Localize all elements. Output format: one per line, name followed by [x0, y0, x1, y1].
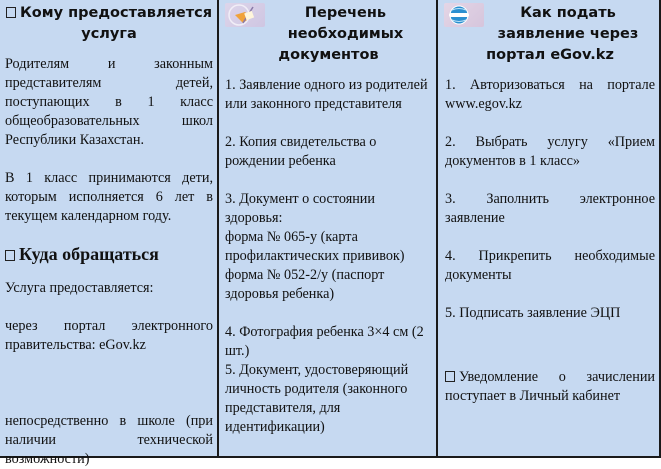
doc-item-2: 2. Копия свидетельства о рождении ребенка	[225, 134, 377, 169]
how-to-apply-heading: Как подать заявление через	[497, 5, 639, 42]
apply-option-egov: через портал электронного правительства: eGov.kz	[5, 318, 213, 353]
egov-globe-icon	[444, 3, 484, 27]
documents-heading-line3: документов	[278, 47, 379, 63]
document-check-icon	[225, 3, 265, 27]
column-who-heading: Кому предоставляется услуга	[5, 3, 213, 45]
step-3: 3. Заполнить электронное заявление	[445, 191, 655, 226]
doc-item-1: 1. Заявление одного из родителей или законного представителя	[225, 77, 428, 112]
who-paragraph-2: В 1 класс принимаются дети, которым исполняется 6 лет в текущем календарном году.	[5, 170, 213, 224]
step-4: 4. Прикрепить необходимые документы	[445, 248, 655, 283]
column-how-to-apply	[438, 0, 659, 456]
how-to-apply-heading-line3: портал eGov.kz	[486, 47, 614, 63]
checkbox-glyph-icon	[445, 371, 455, 382]
doc-item-3-form-052: форма № 052-2/у (паспорт здоровья ребенка)	[225, 267, 385, 302]
apply-option-school: непосредственно в школе (при наличии технической возможности)	[5, 413, 213, 467]
where-to-apply-heading: Куда обращаться	[5, 243, 213, 265]
enrollment-notice: Уведомление о зачислении поступает в Личный кабинет	[445, 369, 655, 404]
doc-item-4: 4. Фотография ребенка 3×4 см (2 шт.)	[225, 324, 424, 359]
column-who-receives	[0, 0, 219, 467]
doc-item-3-form-065: форма № 065-у (карта профилактических прививок)	[225, 229, 405, 264]
checkbox-glyph-icon	[5, 250, 15, 261]
column-required-documents	[219, 0, 438, 456]
documents-heading: Перечень необходимых	[287, 5, 404, 42]
step-1: 1. Авторизоваться на портале www.egov.kz	[445, 77, 655, 112]
doc-item-5: 5. Документ, удостоверяющий личность родителя (законного представителя, для идентификации)	[225, 362, 409, 435]
step-2: 2. Выбрать услугу «Прием документов в 1 класс»	[445, 134, 655, 169]
step-5: 5. Подписать заявление ЭЦП	[445, 305, 621, 321]
service-intro: Услуга предоставляется:	[5, 280, 154, 296]
who-paragraph-1: Родителям и законным представителям детей, поступающих в 1 класс общеобразовательных школ Республики Казахстан.	[5, 56, 213, 148]
doc-item-3: 3. Документ о состоянии здоровья:	[225, 191, 375, 226]
checkbox-glyph-icon	[6, 7, 16, 18]
